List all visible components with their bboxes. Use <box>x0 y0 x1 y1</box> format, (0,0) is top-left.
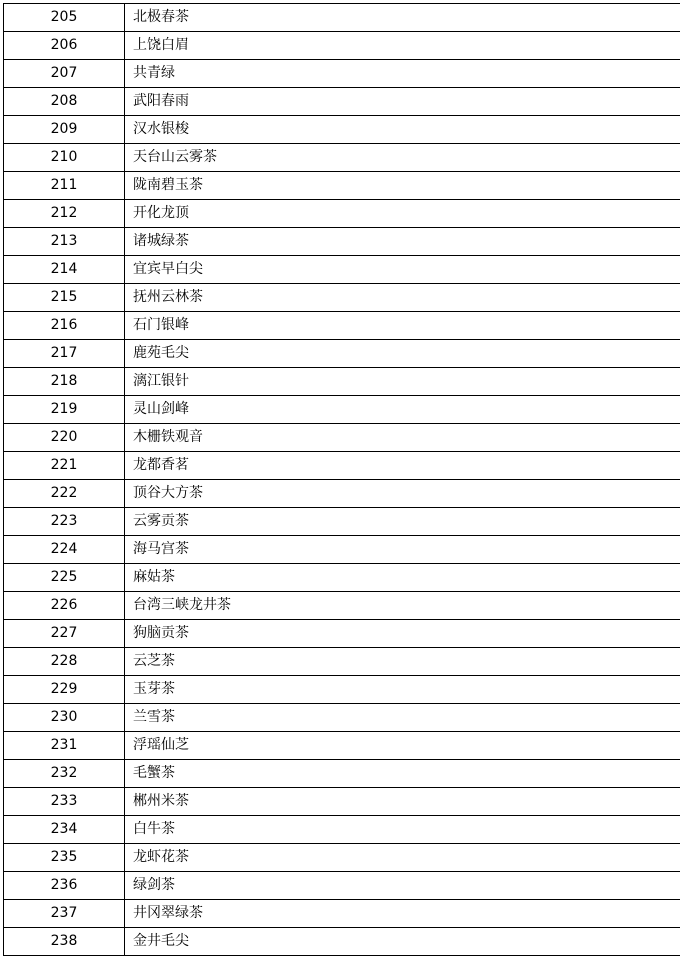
table-row <box>4 312 681 340</box>
table-row <box>4 396 681 424</box>
row-number-cell: 212 <box>4 200 125 228</box>
table-row <box>4 172 681 200</box>
table-row <box>4 32 681 60</box>
row-number-cell: 231 <box>4 732 125 760</box>
tea-table-body <box>4 4 681 956</box>
tea-name-cell: 白牛茶 <box>125 816 681 844</box>
table-row <box>4 144 681 172</box>
table-row <box>4 508 681 536</box>
row-number-cell: 233 <box>4 788 125 816</box>
row-number-cell: 227 <box>4 620 125 648</box>
row-number-cell: 210 <box>4 144 125 172</box>
table-row <box>4 452 681 480</box>
tea-name-cell: 海马宫茶 <box>125 536 681 564</box>
row-number-cell: 229 <box>4 676 125 704</box>
row-number-cell: 221 <box>4 452 125 480</box>
tea-name-cell: 武阳春雨 <box>125 88 681 116</box>
table-row <box>4 872 681 900</box>
row-number-cell: 208 <box>4 88 125 116</box>
row-number-cell: 230 <box>4 704 125 732</box>
table-row <box>4 676 681 704</box>
tea-name-cell: 云雾贡茶 <box>125 508 681 536</box>
tea-name-cell: 北极春茶 <box>125 4 681 32</box>
row-number-cell: 218 <box>4 368 125 396</box>
table-row <box>4 228 681 256</box>
tea-table <box>3 3 680 956</box>
tea-name-cell: 灵山剑峰 <box>125 396 681 424</box>
table-row <box>4 424 681 452</box>
row-number-cell: 226 <box>4 592 125 620</box>
row-number-cell: 235 <box>4 844 125 872</box>
tea-list-sheet <box>3 3 680 957</box>
tea-name-cell: 天台山云雾茶 <box>125 144 681 172</box>
row-number-cell: 234 <box>4 816 125 844</box>
row-number-cell: 232 <box>4 760 125 788</box>
table-row <box>4 900 681 928</box>
tea-name-cell: 宜宾早白尖 <box>125 256 681 284</box>
table-row <box>4 4 681 32</box>
tea-name-cell: 兰雪茶 <box>125 704 681 732</box>
table-row <box>4 788 681 816</box>
tea-name-cell: 陇南碧玉茶 <box>125 172 681 200</box>
tea-name-cell: 鹿苑毛尖 <box>125 340 681 368</box>
table-row <box>4 368 681 396</box>
row-number-cell: 205 <box>4 4 125 32</box>
row-number-cell: 216 <box>4 312 125 340</box>
tea-name-cell: 诸城绿茶 <box>125 228 681 256</box>
table-row <box>4 116 681 144</box>
tea-name-cell: 浮瑶仙芝 <box>125 732 681 760</box>
row-number-cell: 222 <box>4 480 125 508</box>
row-number-cell: 214 <box>4 256 125 284</box>
tea-name-cell: 顶谷大方茶 <box>125 480 681 508</box>
row-number-cell: 219 <box>4 396 125 424</box>
row-number-cell: 217 <box>4 340 125 368</box>
row-number-cell: 228 <box>4 648 125 676</box>
tea-name-cell: 漓江银针 <box>125 368 681 396</box>
row-number-cell: 237 <box>4 900 125 928</box>
tea-name-cell: 玉芽茶 <box>125 676 681 704</box>
tea-name-cell: 井冈翠绿茶 <box>125 900 681 928</box>
table-row <box>4 760 681 788</box>
tea-name-cell: 郴州米茶 <box>125 788 681 816</box>
table-row <box>4 732 681 760</box>
row-number-cell: 215 <box>4 284 125 312</box>
row-number-cell: 211 <box>4 172 125 200</box>
row-number-cell: 206 <box>4 32 125 60</box>
table-row <box>4 340 681 368</box>
table-row <box>4 648 681 676</box>
tea-name-cell: 抚州云林茶 <box>125 284 681 312</box>
table-row <box>4 844 681 872</box>
table-row <box>4 480 681 508</box>
tea-name-cell: 汉水银梭 <box>125 116 681 144</box>
tea-name-cell: 上饶白眉 <box>125 32 681 60</box>
tea-name-cell: 毛蟹茶 <box>125 760 681 788</box>
row-number-cell: 225 <box>4 564 125 592</box>
table-row <box>4 592 681 620</box>
tea-name-cell: 龙都香茗 <box>125 452 681 480</box>
table-row <box>4 564 681 592</box>
table-row <box>4 256 681 284</box>
row-number-cell: 209 <box>4 116 125 144</box>
table-row <box>4 284 681 312</box>
table-row <box>4 536 681 564</box>
row-number-cell: 224 <box>4 536 125 564</box>
tea-name-cell: 龙虾花茶 <box>125 844 681 872</box>
row-number-cell: 213 <box>4 228 125 256</box>
tea-name-cell: 金井毛尖 <box>125 928 681 956</box>
tea-name-cell: 云芝茶 <box>125 648 681 676</box>
table-row <box>4 200 681 228</box>
tea-name-cell: 麻姑茶 <box>125 564 681 592</box>
row-number-cell: 223 <box>4 508 125 536</box>
row-number-cell: 207 <box>4 60 125 88</box>
table-row <box>4 620 681 648</box>
table-row <box>4 928 681 956</box>
table-row <box>4 60 681 88</box>
tea-name-cell: 狗脑贡茶 <box>125 620 681 648</box>
row-number-cell: 236 <box>4 872 125 900</box>
row-number-cell: 220 <box>4 424 125 452</box>
table-row <box>4 816 681 844</box>
tea-name-cell: 石门银峰 <box>125 312 681 340</box>
row-number-cell: 238 <box>4 928 125 956</box>
tea-name-cell: 台湾三峡龙井茶 <box>125 592 681 620</box>
tea-name-cell: 共青绿 <box>125 60 681 88</box>
table-row <box>4 704 681 732</box>
tea-name-cell: 绿剑茶 <box>125 872 681 900</box>
tea-name-cell: 开化龙顶 <box>125 200 681 228</box>
tea-name-cell: 木栅铁观音 <box>125 424 681 452</box>
table-row <box>4 88 681 116</box>
